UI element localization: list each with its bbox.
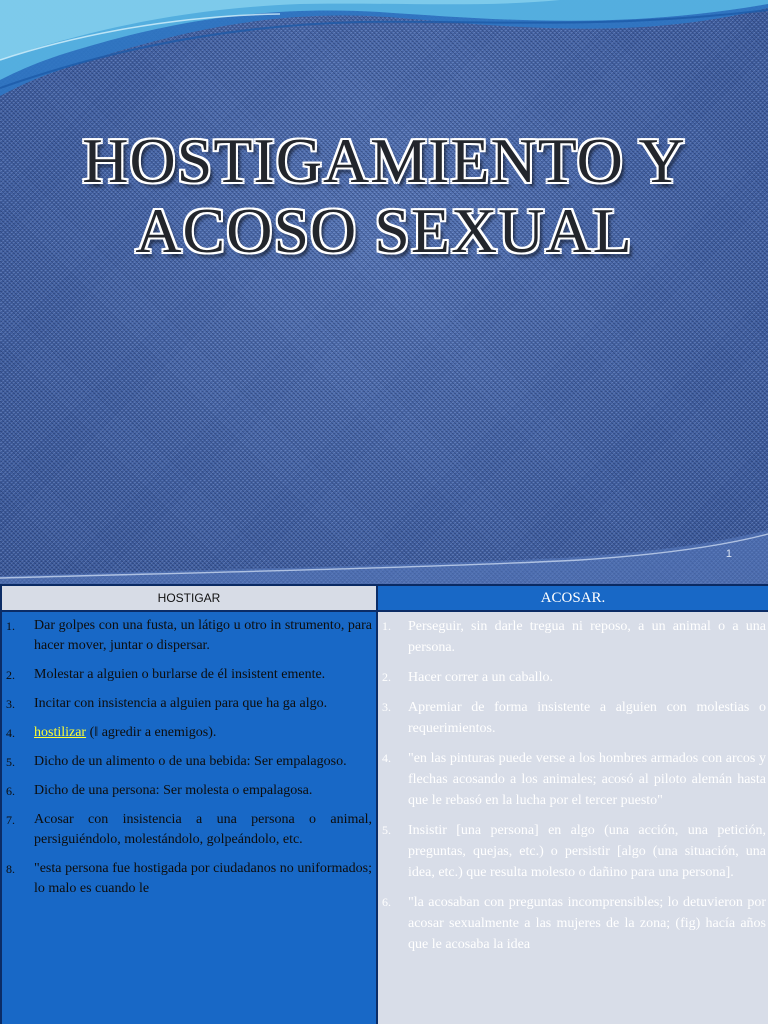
list-item [2,859,372,899]
list-item [2,616,372,656]
item-number: 6. [382,895,391,909]
item-number: 4. [6,726,15,740]
slide-number: 1 [725,548,732,560]
item-number: 1. [382,619,391,633]
decorative-wave [0,0,768,110]
hostigar-list [2,612,376,899]
item-number: 2. [382,670,391,684]
item-number: 4. [382,751,391,765]
item-text: Dicho de un alimento o de una bebida: Ser empalagoso. [34,754,347,769]
acosar-header: ACOSAR. [378,586,768,612]
acosar-column [378,586,768,1024]
item-number: 7. [6,813,15,827]
item-number: 5. [6,755,15,769]
list-item [378,820,766,883]
item-text: "la acosaban con preguntas incomprensibles; lo detuvieron por acosar sexualmente a las mujeres de la zona; (fig) hacía años que le acosaba la idea [408,895,766,952]
item-text: Dicho de una persona: Ser molesta o empalagosa. [34,783,313,798]
hostigar-column [0,586,378,1024]
item-number: 3. [6,697,15,711]
item-text: Insistir [una persona] en algo (una acción, una petición, preguntas, quejas, etc.) o persistir [algo (una situación, una idea, etc.) que resulta molesto o dañino para una persona]. [408,823,766,880]
list-item [2,694,372,714]
list-item [2,781,372,801]
item-text: Molestar a alguien o burlarse de él insistent emente. [34,667,326,682]
slide-title [0,126,768,266]
comparison-table [0,584,768,1024]
title-line-2: ACOSO SEXUAL [135,195,633,266]
item-text: Dar golpes con una fusta, un látigo u otro in strumento, para hacer mover, juntar o dispersar. [34,618,372,653]
item-text: Apremiar de forma insistente a alguien con molestias o requerimientos. [408,700,766,736]
list-item [378,892,766,955]
item-text: Perseguir, sin darle tregua ni reposo, a un animal o a una persona. [408,619,766,655]
item-number: 5. [382,823,391,837]
item-number: 6. [6,784,15,798]
item-number: 3. [382,700,391,714]
list-item [378,667,766,688]
item-text: Incitar con insistencia a alguien para que ha ga algo. [34,696,328,711]
list-item [378,616,766,658]
list-item [378,697,766,739]
item-number: 2. [6,668,15,682]
list-item [2,810,372,850]
item-number: 1. [6,619,15,633]
list-item [2,665,372,685]
item-text: (‖ agredir a enemigos). [86,725,217,740]
item-number: 8. [6,862,15,876]
item-text: Hacer correr a un caballo. [408,670,553,685]
item-text: "esta persona fue hostigada por ciudadanos no uniformados; lo malo es cuando le [34,861,372,896]
list-item [378,748,766,811]
title-line-1: HOSTIGAMIENTO Y [82,125,686,196]
list-item [2,723,372,743]
list-item [2,752,372,772]
item-text: "en las pinturas puede verse a los hombres armados con arcos y flechas acosando a los animales; acosó al piloto alemán hasta que le rebasó en la lucha por el tercer puesto" [408,751,766,808]
decorative-wave-bottom [0,520,768,584]
hostigar-header: HOSTIGAR [2,586,376,612]
acosar-list [378,612,768,955]
hostilizar-link[interactable]: hostilizar [34,725,87,740]
item-text: Acosar con insistencia a una persona o animal, persiguiéndolo, molestándolo, golpeándolo, etc. [34,812,372,847]
